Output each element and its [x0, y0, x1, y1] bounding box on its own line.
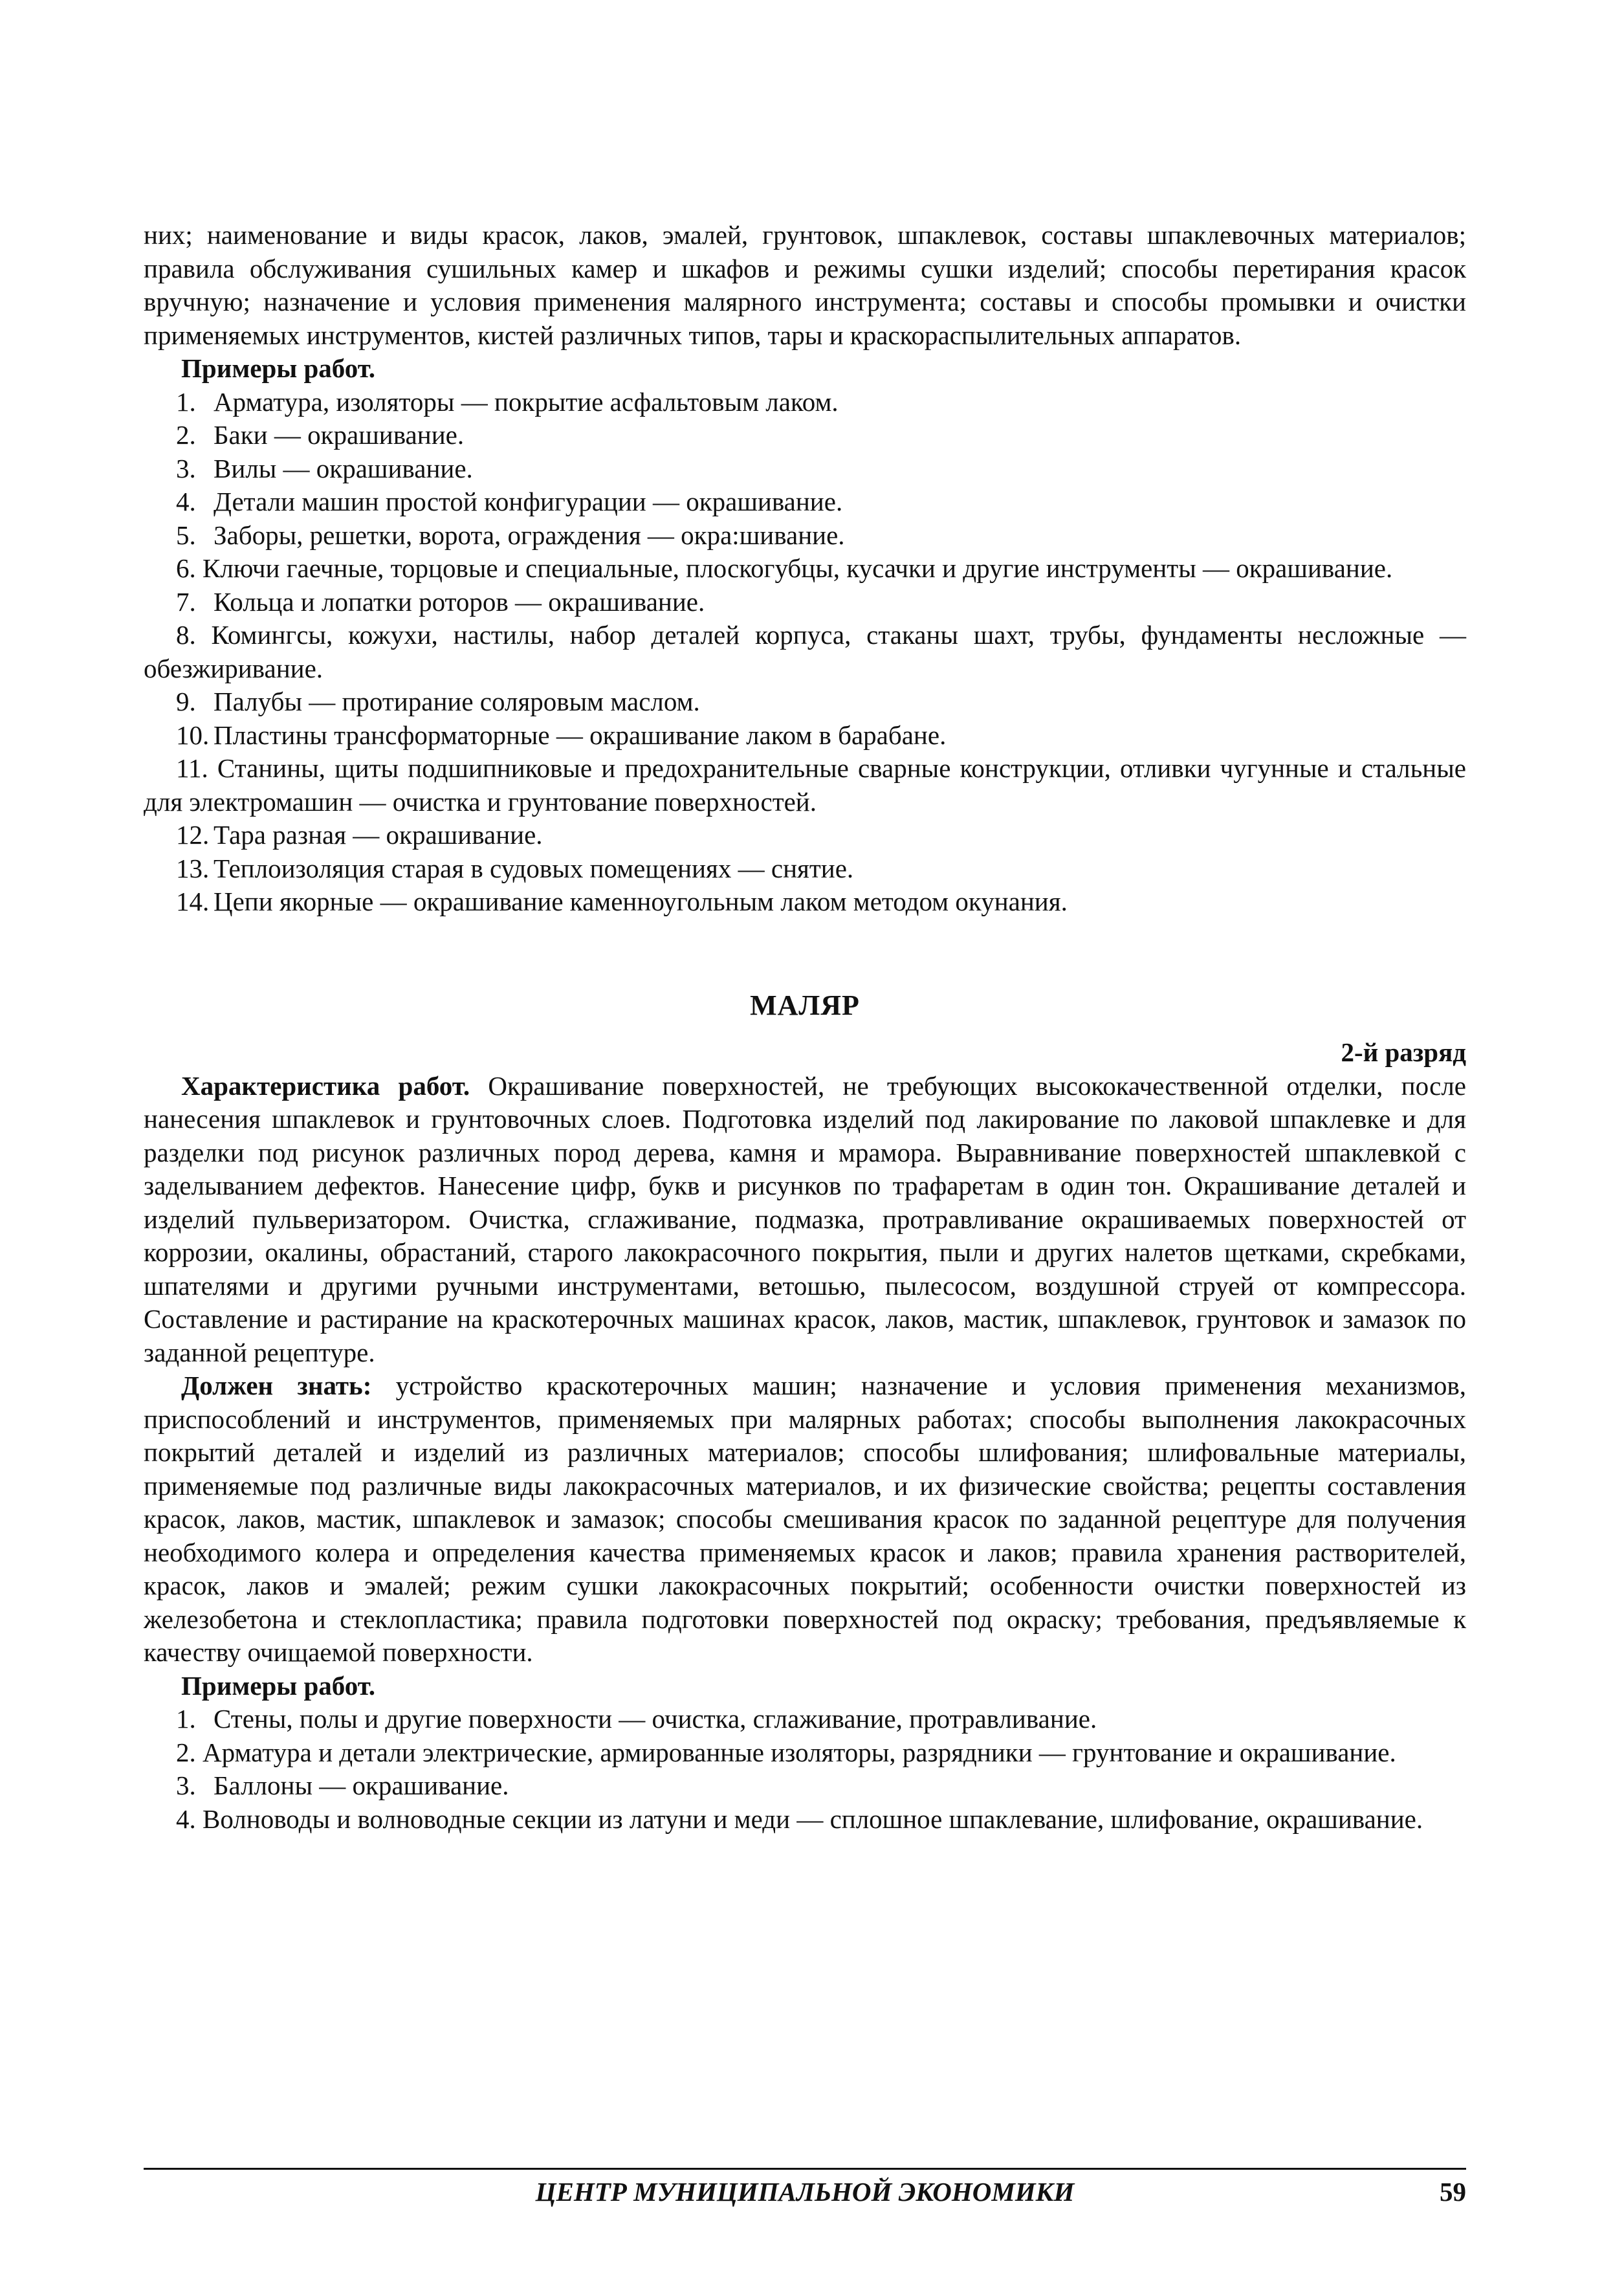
list-item [144, 1736, 1466, 1770]
list-item-number: 4. [176, 487, 196, 516]
list-item-text: Палубы — протирание соляровым маслом. [214, 687, 700, 716]
list-item [144, 885, 1466, 919]
list-item-text: Пластины трансформаторные — окрашивание лаком в барабане. [214, 720, 947, 750]
list-item [144, 452, 1466, 486]
list-item-number: 2. [176, 1737, 196, 1767]
list-item [144, 1803, 1466, 1836]
intro-paragraph: них; наименование и виды красок, лаков, эмалей, грунтовок, шпаклевок, составы шпаклевочных материалов; правила обслуживания сушильных камер и шкафов и режимы сушки изделий; способы перетирания красок вручную; назначение и условия применения малярного инструмента; составы и способы промывки и очистки применяемых инструментов, кистей различных типов, тары и краскораспылительных аппаратов. [144, 220, 1466, 350]
knowledge-paragraph [144, 1369, 1466, 1670]
list-item-number: 14. [176, 887, 210, 916]
page-content [144, 219, 1466, 1836]
list-item-text: Кольца и лопатки роторов — окрашивание. [214, 586, 705, 617]
list-item-text: Теплоизоляция старая в судовых помещениях — снятие. [214, 853, 854, 883]
list-item-number: 3. [176, 453, 196, 483]
list-item-text: Ключи гаечные, торцовые и специальные, плоскогубцы, кусачки и другие инструменты — окрашивание. [203, 553, 1393, 583]
list-item [144, 519, 1466, 553]
list-item-text: Арматура и детали электрические, армированные изоляторы, разрядники — грунтование и окрашивание. [203, 1737, 1396, 1767]
list-item [144, 386, 1466, 419]
list-item-number: 12. [176, 820, 210, 850]
characteristics-paragraph [144, 1070, 1466, 1370]
examples-heading-2: Примеры работ. [181, 1670, 376, 1701]
list-item-text: Баллоны — окрашивание. [214, 1770, 509, 1800]
list-item-number: 7. [176, 586, 196, 617]
examples-list-1 [144, 386, 1466, 919]
list-item-number: 13. [176, 853, 210, 883]
list-item [144, 819, 1466, 852]
list-item-number: 6. [176, 553, 196, 583]
list-item-text: Волноводы и волноводные секции из латуни и меди — сплошное шпаклевание, шлифование, окрашивание. [203, 1803, 1423, 1834]
list-item-text: Вилы — окрашивание. [214, 453, 473, 483]
knowledge-lead: Должен знать: [181, 1371, 372, 1400]
list-item-number: 11. [176, 753, 208, 783]
list-item-number: 10. [176, 720, 210, 750]
list-item-text: Арматура, изоляторы — покрытие асфальтовым лаком. [214, 386, 839, 417]
list-item [144, 552, 1466, 586]
page-number: 59 [1440, 2177, 1466, 2207]
list-item-text: Станины, щиты подшипниковые и предохранительные сварные конструкции, отливки чугунные и стальные для электромашин — очистка и грунтование поверхностей. [144, 753, 1466, 817]
examples-heading-1: Примеры работ. [181, 353, 376, 383]
examples-list-2 [144, 1703, 1466, 1836]
characteristics-lead: Характеристика работ. [181, 1070, 470, 1101]
list-item [144, 1769, 1466, 1803]
list-item-number: 2. [176, 420, 196, 450]
list-item-text: Цепи якорные — окрашивание каменноугольным лаком методом окунания. [214, 887, 1068, 916]
list-item [144, 586, 1466, 619]
footer-organization: ЦЕНТР МУНИЦИПАЛЬНОЙ ЭКОНОМИКИ [535, 2177, 1075, 2207]
page-footer [144, 2168, 1466, 2207]
list-item-number: 3. [176, 1770, 196, 1800]
section-title: МАЛЯР [750, 989, 860, 1021]
list-item-text: Баки — окрашивание. [214, 420, 465, 450]
list-item-number: 5. [176, 520, 196, 550]
list-item [144, 619, 1466, 685]
list-item-text: Заборы, решетки, ворота, ограждения — окра:шивание. [214, 520, 845, 550]
characteristics-text: Окрашивание поверхностей, не требующих высококачественной отделки, после нанесения шпаклевок и грунтовочных слоев. Подготовка изделий под лакирование по лаковой шпаклевке и для разделки под рисунок различных пород дерева, камня и мрамора. Выравнивание поверхностей шпаклевкой с заделыванием дефектов. Нанесение цифр, букв и рисунков по трафаретам в один тон. Окрашивание деталей и изделий пульверизатором. Очистка, сглаживание, подмазка, протравливание окрашиваемых поверхностей от коррозии, окалины, обрастаний, старого лакокрасочного покрытия, пыли и других налетов щетками, скребками, шпателями и другими ручными инструментами, ветошью, пылесосом, воздушной струей от компрессора. Составление и растирание на краскотерочных машинах красок, лаков, мастик, шпаклевок, грунтовок и замазок по заданной рецептуре. [144, 1070, 1467, 1367]
list-item [144, 719, 1466, 753]
knowledge-text: устройство краскотерочных машин; назначение и условия применения механизмов, приспособлений и инструментов, применяемых при малярных работах; способы выполнения лакокрасочных покрытий деталей и изделий из различных материалов; способы шлифования; шлифовальные материалы, применяемые под различные виды лакокрасочных материалов, и их физические свойства; рецепты составления красок, лаков, мастик, шпаклевок и замазок; способы смешивания красок по заданной рецептуре для получения необходимого колера и определения качества применяемых красок и лаков; правила хранения растворителей, красок, лаков и эмалей; режим сушки лакокрасочных покрытий; особенности очистки поверхностей из железобетона и стеклопластика; правила подготовки поверхностей под окраску; требования, предъявляемые к качеству очищаемой поверхности. [144, 1371, 1466, 1667]
list-item-number: 9. [176, 687, 196, 716]
list-item-text: Комингсы, кожухи, настилы, набор деталей корпуса, стаканы шахт, трубы, фундаменты несложные — обезжиривание. [144, 620, 1467, 683]
list-item [144, 852, 1466, 886]
list-item-number: 1. [176, 1704, 196, 1734]
list-item-text: Тара разная — окрашивание. [214, 820, 543, 850]
list-item [144, 752, 1466, 819]
list-item-number: 1. [176, 386, 196, 417]
list-item-number: 8. [176, 620, 196, 650]
list-item-number: 4. [176, 1803, 196, 1834]
list-item [144, 419, 1466, 452]
list-item-text: Стены, полы и другие поверхности — очистка, сглаживание, протравливание. [214, 1704, 1097, 1734]
list-item [144, 485, 1466, 519]
list-item-text: Детали машин простой конфигурации — окрашивание. [214, 487, 843, 516]
grade-label: 2-й разряд [1341, 1037, 1466, 1067]
list-item [144, 685, 1466, 719]
list-item [144, 1703, 1466, 1736]
